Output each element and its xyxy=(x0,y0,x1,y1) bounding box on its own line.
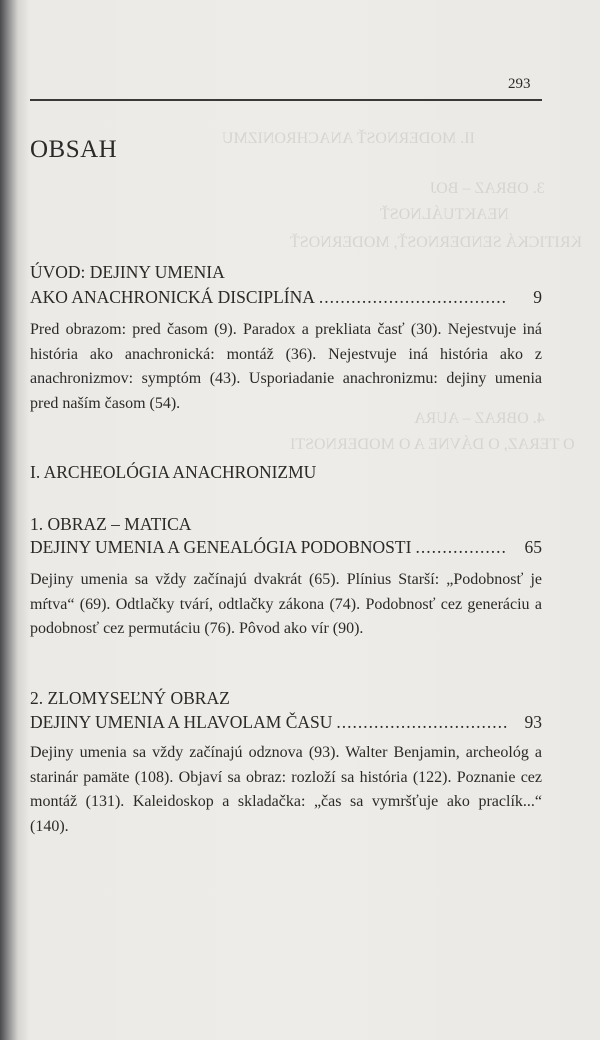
chapter2-heading-line2: DEJINY UMENIA A HLAVOLAM ČASU xyxy=(30,712,333,732)
intro-description: Pred obrazom: pred časom (9). Paradox a prekliata časť (30). Nejestvuje iná história ako anachronická: montáž (36). Nejestvuje iná história ako z anachronizmov: symptóm (43). Usporiadanie anachronizmu: dejiny umenia pred naším časom (54). xyxy=(30,321,542,412)
dot-leader xyxy=(319,287,508,308)
show-through-text: NEAKTUÁLNOSŤ xyxy=(380,206,509,223)
show-through-text: 3. OBRAZ – BOJ xyxy=(430,180,545,197)
chapter1-description: Dejiny umenia sa vždy začínajú dvakrát (65). Plínius Starší: „Podobnosť je mŕtva“ (69). Odtlačky tvárí, odtlačky zákona (74). Podobnosť cez generáciu a podobnosť cez permutáciu (76). Pôvod ako vír (90). xyxy=(30,571,542,637)
show-through-text: II. MODERNOSŤ ANACHRONIZMU xyxy=(222,130,475,147)
show-through-text: KRITICKÁ SENDERNOSŤ, MODERNOSŤ xyxy=(290,234,583,251)
dot-leader xyxy=(336,712,508,733)
chapter1-heading-line2: DEJINY UMENIA A GENEALÓGIA PODOBNOSTI xyxy=(30,537,412,557)
page-title: OBSAH xyxy=(30,136,118,163)
toc-entry-intro xyxy=(30,287,542,308)
toc-entry-chapter2 xyxy=(30,712,542,733)
toc-page-number: 93 xyxy=(524,712,542,732)
dot-leader xyxy=(415,537,508,558)
toc-page-number: 9 xyxy=(533,287,542,307)
show-through-text: 4. OBRAZ – AURA xyxy=(414,410,545,427)
toc-entry-chapter1 xyxy=(30,537,542,558)
chapter2-heading-line1: 2. ZLOMYSEĽNÝ OBRAZ xyxy=(30,688,230,708)
toc-page-number: 65 xyxy=(524,537,542,557)
intro-heading-line2: AKO ANACHRONICKÁ DISCIPLÍNA xyxy=(30,287,315,307)
chapter1-heading-line1: 1. OBRAZ – MATICA xyxy=(30,514,192,534)
page-number: 293 xyxy=(508,76,531,92)
header-rule xyxy=(30,99,542,101)
intro-heading-line1: ÚVOD: DEJINY UMENIA xyxy=(30,262,225,282)
part1-heading: I. ARCHEOLÓGIA ANACHRONIZMU xyxy=(30,462,317,482)
show-through-text: O TERAZ, O DÁVNE A O MODERNOSTI xyxy=(290,436,575,453)
chapter2-description: Dejiny umenia sa vždy začínajú odznova (93). Walter Benjamin, archeológ a starinár pamäte (108). Objaví sa obraz: rozloží sa história (122). Poznanie cez montáž (131). Kaleidoskop a skladačka: „čas sa vymršťuje ako praclík...“ (140). xyxy=(30,744,542,835)
